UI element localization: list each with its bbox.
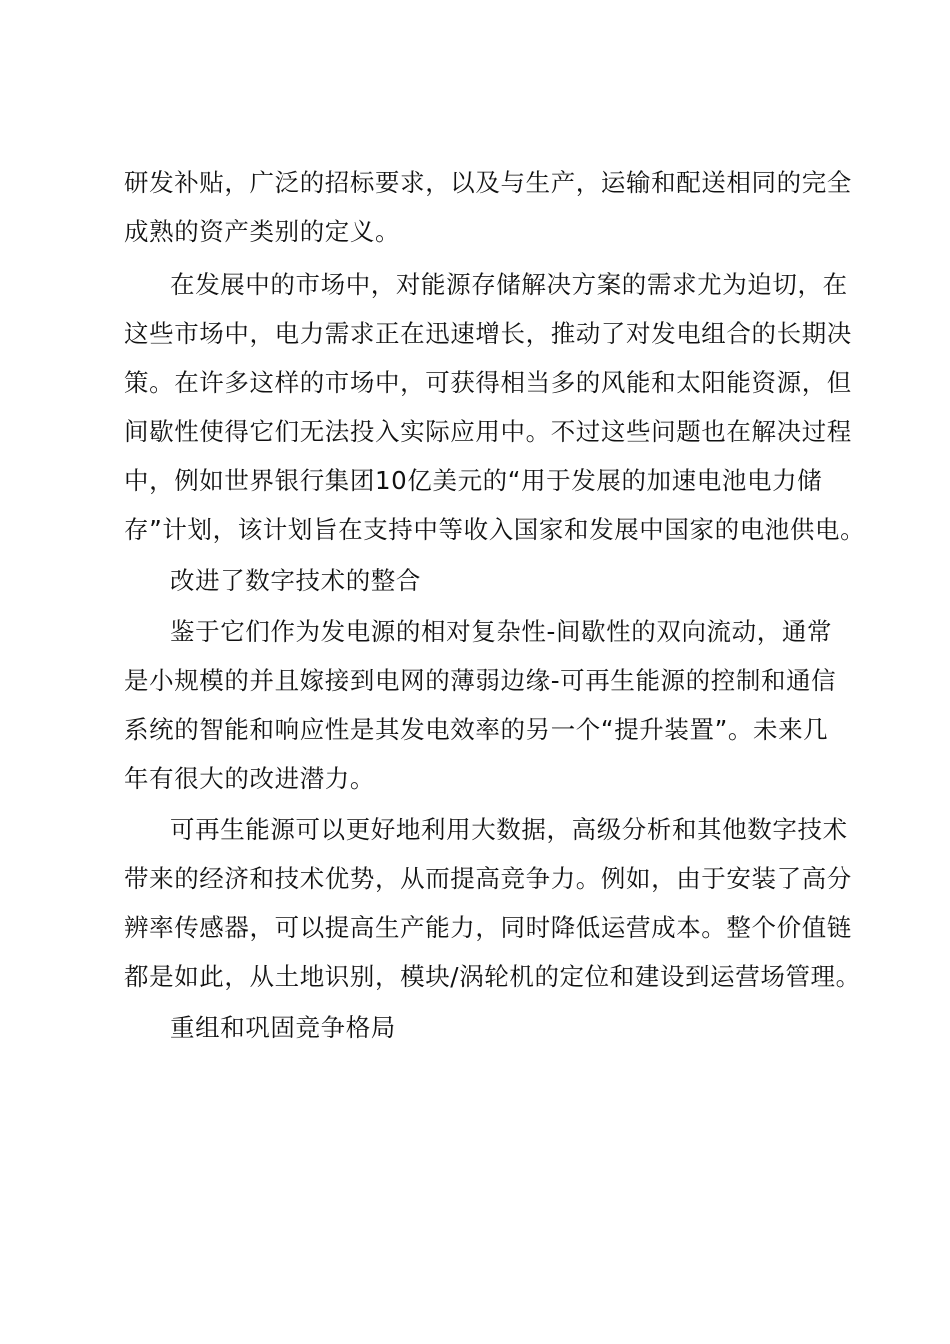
text-line: 这些市场中，电力需求正在迅速增长，推动了对发电组合的长期决 (124, 319, 852, 348)
text-line: 间歇性使得它们无法投入实际应用中。不过这些问题也在解决过程 (124, 417, 852, 446)
text-line: 带来的经济和技术优势，从而提高竞争力。例如，由于安装了高分 (124, 864, 852, 893)
text-line: 策。在许多这样的市场中，可获得相当多的风能和太阳能资源，但 (124, 368, 852, 397)
paragraph-first-line: 在发展中的市场中，对能源存储解决方案的需求尤为迫切，在 (170, 270, 848, 299)
text-line: 年有很大的改进潜力。 (124, 764, 375, 793)
text-line: 辨率传感器，可以提高生产能力，同时降低运营成本。整个价值链 (124, 913, 852, 942)
paragraph-first-line: 可再生能源可以更好地利用大数据，高级分析和其他数字技术 (170, 815, 848, 844)
text-line: 是小规模的并且嫁接到电网的薄弱边缘-可再生能源的控制和通信 (124, 666, 837, 695)
section-heading: 改进了数字技术的整合 (170, 566, 421, 595)
paragraph-first-line: 鉴于它们作为发电源的相对复杂性-间歇性的双向流动，通常 (170, 617, 833, 646)
text-line: 中，例如世界银行集团10亿美元的“用于发展的加速电池电力储 (124, 466, 823, 495)
text-line: 研发补贴，广泛的招标要求，以及与生产，运输和配送相同的完全 (124, 168, 852, 197)
text-line: 都是如此，从土地识别，模块/涡轮机的定位和建设到运营场管理。 (124, 962, 861, 991)
text-line: 成熟的资产类别的定义。 (124, 217, 401, 246)
text-line: 存”计划，该计划旨在支持中等收入国家和发展中国家的电池供电。 (124, 515, 866, 544)
section-heading: 重组和巩固竞争格局 (170, 1013, 396, 1042)
text-line: 系统的智能和响应性是其发电效率的另一个“提升装置”。未来几 (124, 715, 829, 744)
